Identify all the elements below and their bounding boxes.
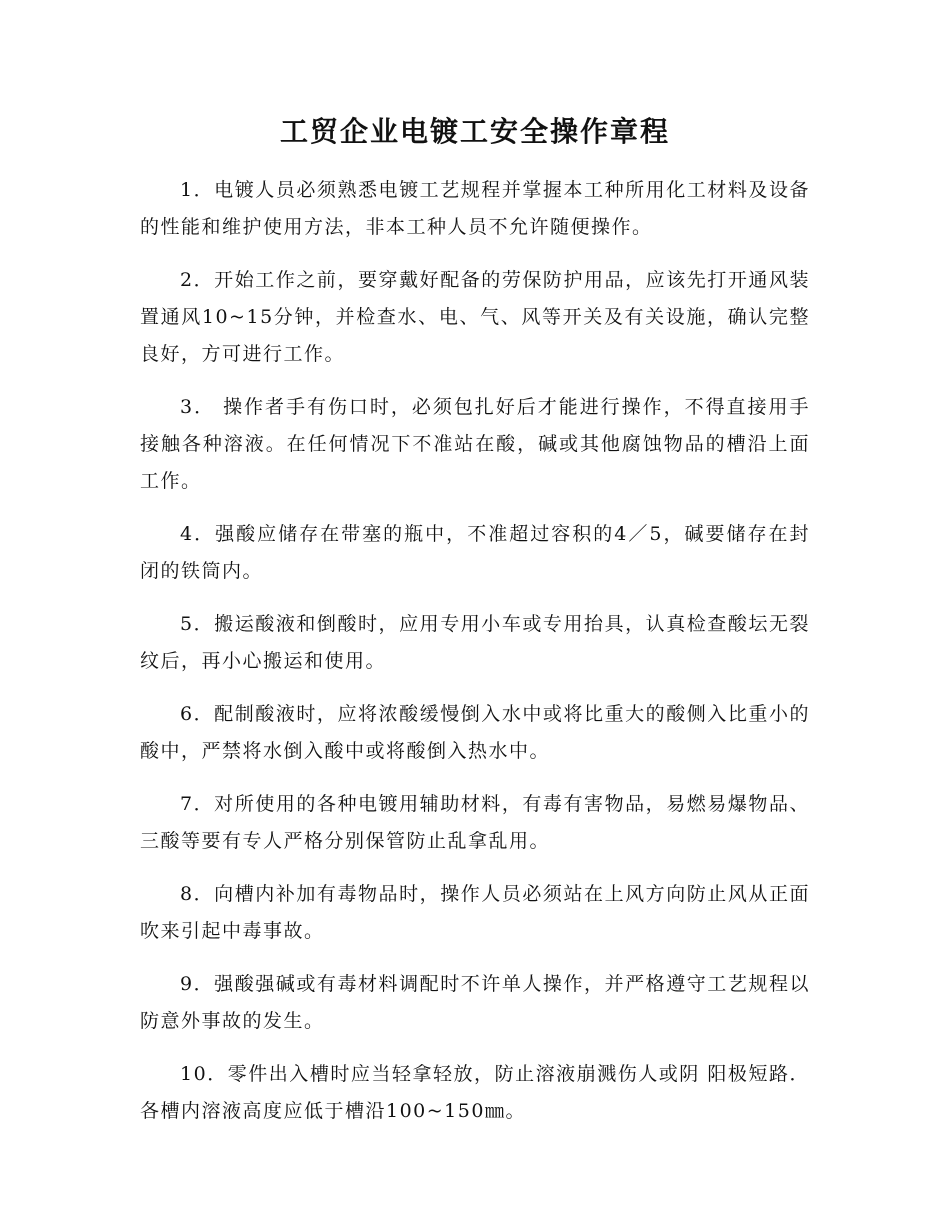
- rule-item: 10．零件出入槽时应当轻拿轻放，防止溶液崩溅伤人或阴 阳极短路．各槽内溶液高度应低于槽沿100~150㎜。: [140, 1063, 810, 1122]
- rule-item: 6．配制酸液时，应将浓酸缓慢倒入水中或将比重大的酸侧入比重小的酸中，严禁将水倒入酸中或将酸倒入热水中。: [140, 703, 810, 762]
- rule-item: 1．电镀人员必须熟悉电镀工艺规程并掌握本工种所用化工材料及设备的性能和维护使用方法，非本工种人员不允许随便操作。: [140, 179, 810, 238]
- rule-item: 8．向槽内补加有毒物品时，操作人员必须站在上风方向防止风从正面吹来引起中毒事故。: [140, 883, 810, 942]
- rule-item: 7．对所使用的各种电镀用辅助材料，有毒有害物品，易燃易爆物品、三酸等要有专人严格分别保管防止乱拿乱用。: [140, 793, 810, 852]
- rules-list: [140, 172, 810, 1130]
- rule-item: 5．搬运酸液和倒酸时，应用专用小车或专用抬具，认真检查酸坛无裂纹后，再小心搬运和使用。: [140, 613, 810, 672]
- document-title: 工贸企业电镀工安全操作章程: [279, 115, 670, 148]
- rule-item: 2．开始工作之前，要穿戴好配备的劳保防护用品，应该先打开通风装置通风10~15分钟，并检查水、电、气、风等开关及有关设施，确认完整良好，方可进行工作。: [140, 269, 810, 365]
- rule-item: 3． 操作者手有伤口时，必须包扎好后才能进行操作，不得直接用手接触各种溶液。在任何情况下不准站在酸，碱或其他腐蚀物品的槽沿上面工作。: [140, 396, 810, 492]
- rule-item: 9．强酸强碱或有毒材料调配时不许单人操作，并严格遵守工艺规程以防意外事故的发生。: [140, 973, 810, 1032]
- rule-item: 4．强酸应储存在带塞的瓶中，不准超过容积的4／5，碱要储存在封闭的铁筒内。: [140, 523, 810, 582]
